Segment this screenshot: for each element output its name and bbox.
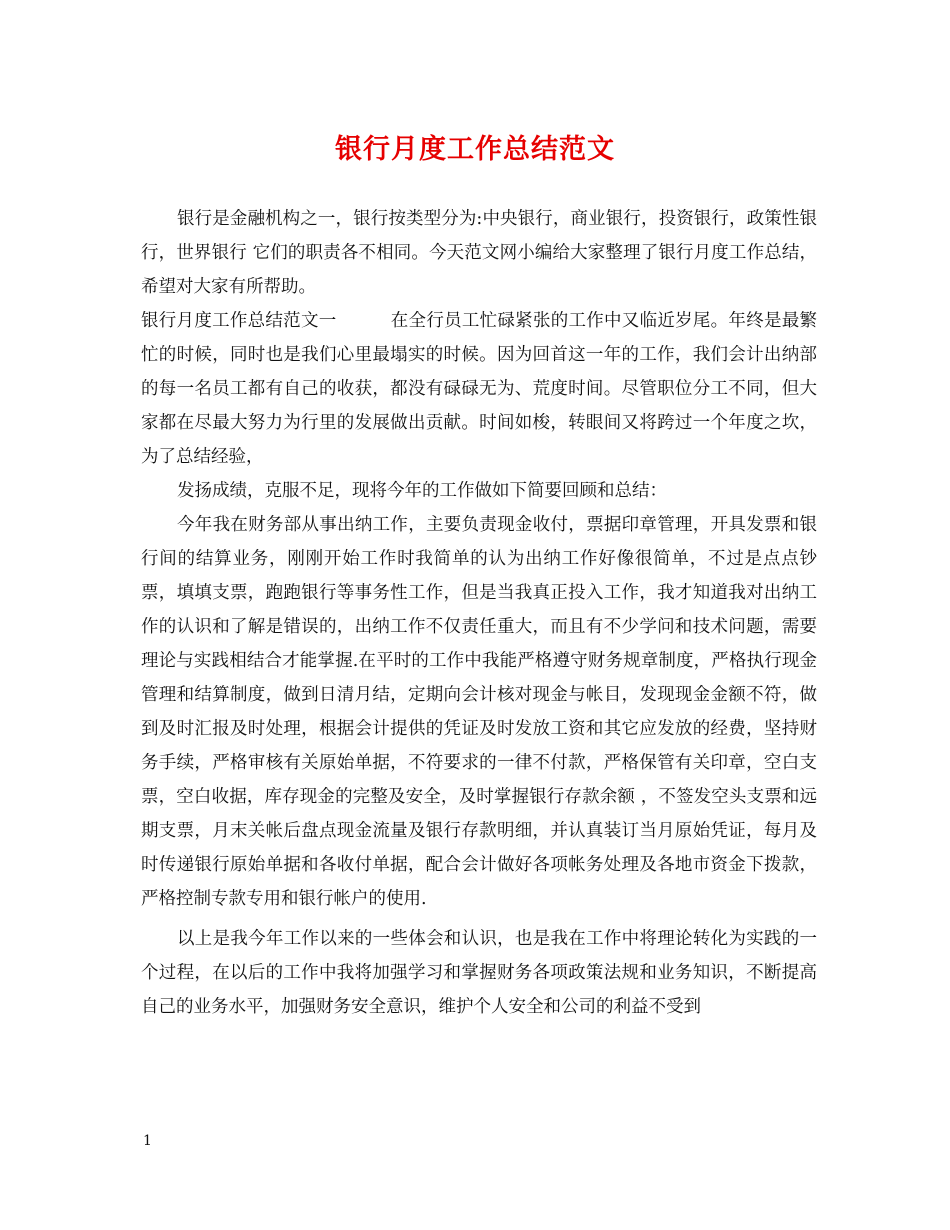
section-one-paragraph — [141, 304, 817, 474]
page-number: 1 — [143, 1133, 152, 1149]
closing-paragraph: 以上是我今年工作以来的一些体会和认识，也是我在工作中将理论转化为实践的一个过程，在以后的工作中我将加强学习和掌握财务各项政策法规和业务知识，不断提高自己的业务水平，加强财务安全意识，维护个人安全和公司的利益不受到 — [141, 929, 817, 1017]
cashier-work-paragraph: 今年我在财务部从事出纳工作，主要负责现金收付，票据印章管理，开具发票和银行间的结算业务，刚刚开始工作时我简单的认为出纳工作好像很简单，不过是点点钞票，填填支票，跑跑银行等事务性工作，但是当我真正投入工作，我才知道我对出纳工作的认识和了解是错误的，出纳工作不仅责任重大，而且有不少学问和技术问题，需要理论与实践相结合才能掌握.在平时的工作中我能严格遵守财务规章制度，严格执行现金管理和结算制度，做到日清月结，定期向会计核对现金与帐目，发现现金金额不符，做到及时汇报及时处理，根据会计提供的凭证及时发放工资和其它应发放的经费，坚持财务手续，严格审核有关原始单据，不符要求的一律不付款，严格保管有关印章，空白支票，空白收据，库存现金的完整及安全，及时掌握银行存款余额 ，不签发空头支票和远期支票，月末关帐后盘点现金流量及银行存款明细，并认真装订当月原始凭证，每月及时传递银行原始单据和各收付单据，配合会计做好各项帐务处理及各地市资金下拨款，严格控制专款专用和银行帐户的使用. — [141, 515, 817, 909]
summary-lead-paragraph: 发扬成绩，克服不足，现将今年的工作做如下简要回顾和总结： — [177, 481, 667, 501]
document-title: 银行月度工作总结范文 — [335, 134, 615, 165]
document-body — [141, 202, 817, 1024]
intro-paragraph: 银行是金融机构之一，银行按类型分为:中央银行，商业银行，投资银行，政策性银行，世界银行 它们的职责各不相同。今天范文网小编给大家整理了银行月度工作总结，希望对大家有所帮助。 — [141, 209, 817, 297]
section-heading: 银行月度工作总结范文一 — [141, 311, 337, 331]
section-one-text: 在全行员工忙碌紧张的工作中又临近岁尾。年终是最繁忙的时候，同时也是我们心里最塌实的时候。因为回首这一年的工作，我们会计出纳部的每一名员工都有自己的收获，都没有碌碌无为、荒度时间。尽管职位分工不同，但大家都在尽最大努力为行里的发展做出贡献。时间如梭，转眼间又将跨过一个年度之坎，为了总结经验， — [141, 311, 818, 467]
